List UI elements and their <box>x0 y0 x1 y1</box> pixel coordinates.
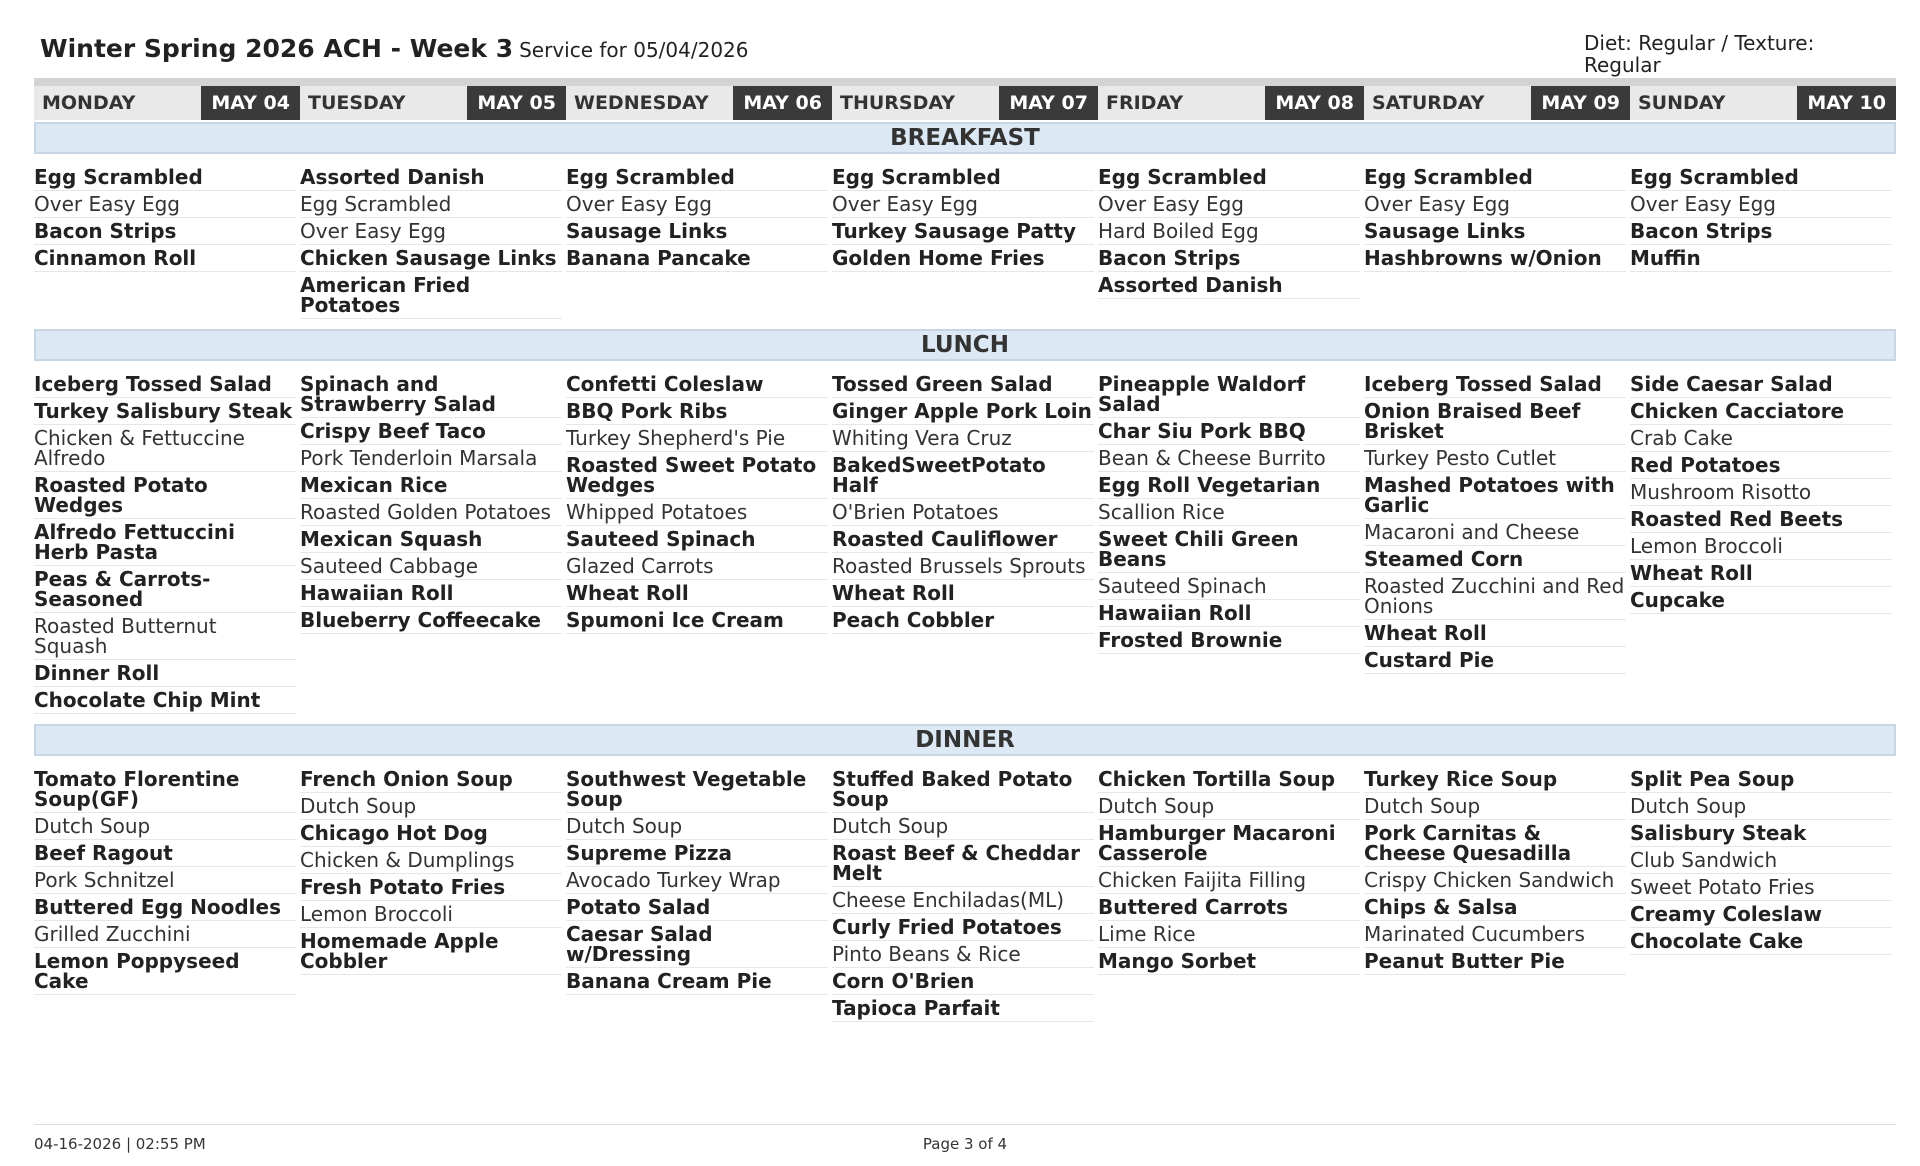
menu-item: Chicken & Fettuccine Alfredo <box>34 425 296 472</box>
menu-item: Mexican Squash <box>300 526 562 553</box>
menu-item: French Onion Soup <box>300 766 562 793</box>
print-timestamp: 04-16-2026 | 02:55 PM <box>34 1135 206 1153</box>
menu-item: Scallion Rice <box>1098 499 1360 526</box>
menu-item: Egg Roll Vegetarian <box>1098 472 1360 499</box>
menu-item: Dinner Roll <box>34 660 296 687</box>
menu-item: Roast Beef & Cheddar Melt <box>832 840 1094 887</box>
day-name: TUESDAY <box>308 92 406 114</box>
menu-item: Dutch Soup <box>34 813 296 840</box>
day-header-saturday <box>1364 86 1630 120</box>
day-column <box>1630 371 1896 714</box>
menu-item: Creamy Coleslaw <box>1630 901 1892 928</box>
menu-item: Curly Fried Potatoes <box>832 914 1094 941</box>
menu-item: American Fried Potatoes <box>300 272 562 319</box>
diet-texture-label: Diet: Regular / Texture: Regular <box>1584 31 1815 77</box>
menu-item: Dutch Soup <box>832 813 1094 840</box>
menu-item: Sausage Links <box>566 218 828 245</box>
menu-item: Dutch Soup <box>1364 793 1626 820</box>
menu-item: Hamburger Macaroni Casserole <box>1098 820 1360 867</box>
menu-item: Lemon Broccoli <box>300 901 562 928</box>
menu-item: Egg Scrambled <box>300 191 562 218</box>
day-column <box>1098 164 1364 319</box>
menu-item: Sauteed Spinach <box>566 526 828 553</box>
menu-item: Steamed Corn <box>1364 546 1626 573</box>
menu-item: Over Easy Egg <box>1098 191 1360 218</box>
meal-items-grid <box>34 756 1896 1022</box>
menu-item: Peas & Carrots-Seasoned <box>34 566 296 613</box>
menu-item: Tomato Florentine Soup(GF) <box>34 766 296 813</box>
menu-item: Avocado Turkey Wrap <box>566 867 828 894</box>
menu-item: Peanut Butter Pie <box>1364 948 1626 975</box>
menu-item: Chicken Tortilla Soup <box>1098 766 1360 793</box>
day-column <box>566 766 832 1022</box>
day-header-monday <box>34 86 300 120</box>
menu-item: Banana Cream Pie <box>566 968 828 995</box>
page-number: Page 3 of 4 <box>922 1135 1008 1153</box>
menu-item: Ginger Apple Pork Loin <box>832 398 1094 425</box>
menu-item: Roasted Potato Wedges <box>34 472 296 519</box>
menu-item: Egg Scrambled <box>34 164 296 191</box>
menu-item: Cinnamon Roll <box>34 245 296 272</box>
menu-item: Fresh Potato Fries <box>300 874 562 901</box>
page-header <box>40 30 1896 80</box>
menu-item: Turkey Sausage Patty <box>832 218 1094 245</box>
menu-title: Winter Spring 2026 ACH - Week 3 <box>40 34 514 63</box>
menu-item: Custard Pie <box>1364 647 1626 674</box>
menu-item: Lemon Poppyseed Cake <box>34 948 296 995</box>
menu-item: Chicken & Dumplings <box>300 847 562 874</box>
menu-item: Cheese Enchiladas(ML) <box>832 887 1094 914</box>
day-column <box>1098 371 1364 714</box>
day-column <box>1364 371 1630 714</box>
menu-item: Dutch Soup <box>300 793 562 820</box>
menu-item: Sausage Links <box>1364 218 1626 245</box>
menu-item: Bacon Strips <box>1630 218 1892 245</box>
menu-item: Egg Scrambled <box>1098 164 1360 191</box>
menu-item: Club Sandwich <box>1630 847 1892 874</box>
menu-item: BakedSweetPotato Half <box>832 452 1094 499</box>
menu-item: Lemon Broccoli <box>1630 533 1892 560</box>
meal-section-breakfast <box>34 122 1896 319</box>
menu-item: Sweet Potato Fries <box>1630 874 1892 901</box>
menu-item: Dutch Soup <box>566 813 828 840</box>
menu-item: Whipped Potatoes <box>566 499 828 526</box>
day-column <box>1364 766 1630 1022</box>
menu-item: Confetti Coleslaw <box>566 371 828 398</box>
day-column <box>1630 164 1896 319</box>
day-name: FRIDAY <box>1106 92 1184 114</box>
menu-item: Supreme Pizza <box>566 840 828 867</box>
day-column <box>832 164 1098 319</box>
menu-item: Turkey Pesto Cutlet <box>1364 445 1626 472</box>
menu-item: Over Easy Egg <box>300 218 562 245</box>
menu-item: Red Potatoes <box>1630 452 1892 479</box>
service-date: Service for 05/04/2026 <box>519 38 749 62</box>
menu-item: Mexican Rice <box>300 472 562 499</box>
meals-container <box>34 122 1896 1022</box>
day-header-friday <box>1098 86 1364 120</box>
menu-item: Crab Cake <box>1630 425 1892 452</box>
menu-item: Char Siu Pork BBQ <box>1098 418 1360 445</box>
menu-item: Beef Ragout <box>34 840 296 867</box>
menu-item: Iceberg Tossed Salad <box>34 371 296 398</box>
menu-item: Crispy Beef Taco <box>300 418 562 445</box>
day-date-badge: MAY 07 <box>999 86 1098 120</box>
menu-item: Over Easy Egg <box>34 191 296 218</box>
menu-item: Sauteed Spinach <box>1098 573 1360 600</box>
menu-item: Pork Schnitzel <box>34 867 296 894</box>
menu-item: Wheat Roll <box>566 580 828 607</box>
day-column <box>34 164 300 319</box>
menu-item: Egg Scrambled <box>1364 164 1626 191</box>
menu-item: Peach Cobbler <box>832 607 1094 634</box>
day-name: THURSDAY <box>840 92 956 114</box>
day-date-badge: MAY 05 <box>467 86 566 120</box>
day-date-badge: MAY 09 <box>1531 86 1630 120</box>
day-date-badge: MAY 10 <box>1797 86 1896 120</box>
menu-item: Southwest Vegetable Soup <box>566 766 828 813</box>
day-header-tuesday <box>300 86 566 120</box>
menu-item: Muffin <box>1630 245 1892 272</box>
meal-items-grid <box>34 361 1896 714</box>
day-date-badge: MAY 04 <box>201 86 300 120</box>
menu-item: Glazed Carrots <box>566 553 828 580</box>
day-column <box>34 766 300 1022</box>
day-column <box>832 766 1098 1022</box>
day-name: SUNDAY <box>1638 92 1726 114</box>
meal-title: BREAKFAST <box>34 122 1896 154</box>
meal-items-grid <box>34 154 1896 319</box>
menu-item: Frosted Brownie <box>1098 627 1360 654</box>
meal-section-dinner <box>34 724 1896 1022</box>
menu-item: Roasted Cauliflower <box>832 526 1094 553</box>
menu-item: BBQ Pork Ribs <box>566 398 828 425</box>
menu-item: Spinach and Strawberry Salad <box>300 371 562 418</box>
menu-item: Sweet Chili Green Beans <box>1098 526 1360 573</box>
menu-item: Roasted Brussels Sprouts <box>832 553 1094 580</box>
menu-item: Alfredo Fettuccini Herb Pasta <box>34 519 296 566</box>
menu-item: Roasted Zucchini and Red Onions <box>1364 574 1625 618</box>
menu-item: Roasted Sweet Potato Wedges <box>566 452 828 499</box>
menu-item: Over Easy Egg <box>1364 191 1626 218</box>
menu-item: Caesar Salad w/Dressing <box>566 921 828 968</box>
menu-item: Roasted Butternut Squash <box>34 613 296 660</box>
menu-item: Wheat Roll <box>1630 560 1892 587</box>
menu-item: Stuffed Baked Potato Soup <box>832 766 1094 813</box>
day-header-thursday <box>832 86 1098 120</box>
day-column <box>300 766 566 1022</box>
day-column <box>566 371 832 714</box>
menu-item: Mushroom Risotto <box>1630 479 1892 506</box>
menu-item: Hawaiian Roll <box>1098 600 1360 627</box>
menu-item: Crispy Chicken Sandwich <box>1364 867 1626 894</box>
menu-item: Side Caesar Salad <box>1630 371 1892 398</box>
menu-item: Roasted Red Beets <box>1630 506 1892 533</box>
menu-item: Turkey Rice Soup <box>1364 766 1626 793</box>
menu-item: Egg Scrambled <box>566 164 828 191</box>
menu-item: Pineapple Waldorf Salad <box>1098 371 1360 418</box>
menu-item: Cupcake <box>1630 587 1892 614</box>
menu-item: Chocolate Chip Mint <box>34 687 296 714</box>
menu-item: Potato Salad <box>566 894 828 921</box>
menu-item: Roasted Golden Potatoes <box>300 499 562 526</box>
day-date-badge: MAY 06 <box>733 86 832 120</box>
menu-item: Over Easy Egg <box>1630 191 1892 218</box>
day-header-wednesday <box>566 86 832 120</box>
page-footer <box>34 1124 1896 1155</box>
menu-item: O'Brien Potatoes <box>832 499 1094 526</box>
day-column <box>832 371 1098 714</box>
menu-item: Golden Home Fries <box>832 245 1094 272</box>
menu-item: Bean & Cheese Burrito <box>1098 445 1360 472</box>
menu-item: Wheat Roll <box>832 580 1094 607</box>
menu-item: Egg Scrambled <box>832 164 1094 191</box>
day-name: MONDAY <box>42 92 136 114</box>
day-name: SATURDAY <box>1372 92 1485 114</box>
day-header-sunday <box>1630 86 1896 120</box>
meal-section-lunch <box>34 329 1896 714</box>
menu-item: Over Easy Egg <box>832 191 1094 218</box>
day-column <box>1630 766 1896 1022</box>
menu-item: Salisbury Steak <box>1630 820 1892 847</box>
menu-item: Turkey Shepherd's Pie <box>566 425 828 452</box>
menu-item: Mashed Potatoes with Garlic <box>1364 472 1626 519</box>
weekly-menu-grid <box>34 78 1896 1022</box>
meal-title: DINNER <box>34 724 1896 756</box>
day-column <box>300 164 566 319</box>
menu-item: Dutch Soup <box>1098 793 1360 820</box>
menu-item: Grilled Zucchini <box>34 921 296 948</box>
day-column <box>300 371 566 714</box>
menu-item: Homemade Apple Cobbler <box>300 928 562 975</box>
menu-item: Dutch Soup <box>1630 793 1892 820</box>
menu-item: Chicken Sausage Links <box>300 245 562 272</box>
menu-item: Sauteed Cabbage <box>300 553 562 580</box>
menu-item: Wheat Roll <box>1364 620 1626 647</box>
menu-item: Turkey Salisbury Steak <box>34 398 296 425</box>
menu-item: Corn O'Brien <box>832 968 1094 995</box>
menu-item: Assorted Danish <box>300 164 562 191</box>
menu-item: Chicken Cacciatore <box>1630 398 1892 425</box>
menu-item: Macaroni and Cheese <box>1364 519 1626 546</box>
menu-item: Buttered Egg Noodles <box>34 894 296 921</box>
menu-item: Chicago Hot Dog <box>300 820 562 847</box>
menu-item: Onion Braised Beef Brisket <box>1364 398 1626 445</box>
menu-item: Chips & Salsa <box>1364 894 1626 921</box>
menu-item: Egg Scrambled <box>1630 164 1892 191</box>
menu-item: Marinated Cucumbers <box>1364 921 1626 948</box>
menu-item: Blueberry Coffeecake <box>300 607 562 634</box>
day-column <box>1098 766 1364 1022</box>
menu-item: Split Pea Soup <box>1630 766 1892 793</box>
day-column <box>34 371 300 714</box>
day-column <box>1364 164 1630 319</box>
day-header-row <box>34 78 1896 120</box>
menu-item: Spumoni Ice Cream <box>566 607 828 634</box>
menu-item: Hashbrowns w/Onion <box>1364 245 1626 272</box>
menu-item: Buttered Carrots <box>1098 894 1360 921</box>
menu-item: Chicken Faijita Filling <box>1098 867 1360 894</box>
menu-item: Whiting Vera Cruz <box>832 425 1094 452</box>
menu-item: Lime Rice <box>1098 921 1360 948</box>
menu-item: Mango Sorbet <box>1098 948 1360 975</box>
menu-item: Assorted Danish <box>1098 272 1360 299</box>
menu-item: Pork Tenderloin Marsala <box>300 445 562 472</box>
day-column <box>566 164 832 319</box>
menu-item: Banana Pancake <box>566 245 828 272</box>
menu-item: Pinto Beans & Rice <box>832 941 1094 968</box>
menu-item: Hard Boiled Egg <box>1098 218 1360 245</box>
day-date-badge: MAY 08 <box>1265 86 1364 120</box>
meal-title: LUNCH <box>34 329 1896 361</box>
menu-item: Bacon Strips <box>34 218 296 245</box>
menu-item: Hawaiian Roll <box>300 580 562 607</box>
menu-item: Tapioca Parfait <box>832 995 1094 1022</box>
page-title <box>40 34 749 63</box>
menu-item: Iceberg Tossed Salad <box>1364 371 1626 398</box>
menu-item: Chocolate Cake <box>1630 928 1892 955</box>
menu-item: Over Easy Egg <box>566 191 828 218</box>
menu-item: Bacon Strips <box>1098 245 1360 272</box>
menu-item: Tossed Green Salad <box>832 371 1094 398</box>
day-name: WEDNESDAY <box>574 92 709 114</box>
menu-item: Pork Carnitas & Cheese Quesadilla <box>1364 820 1626 867</box>
